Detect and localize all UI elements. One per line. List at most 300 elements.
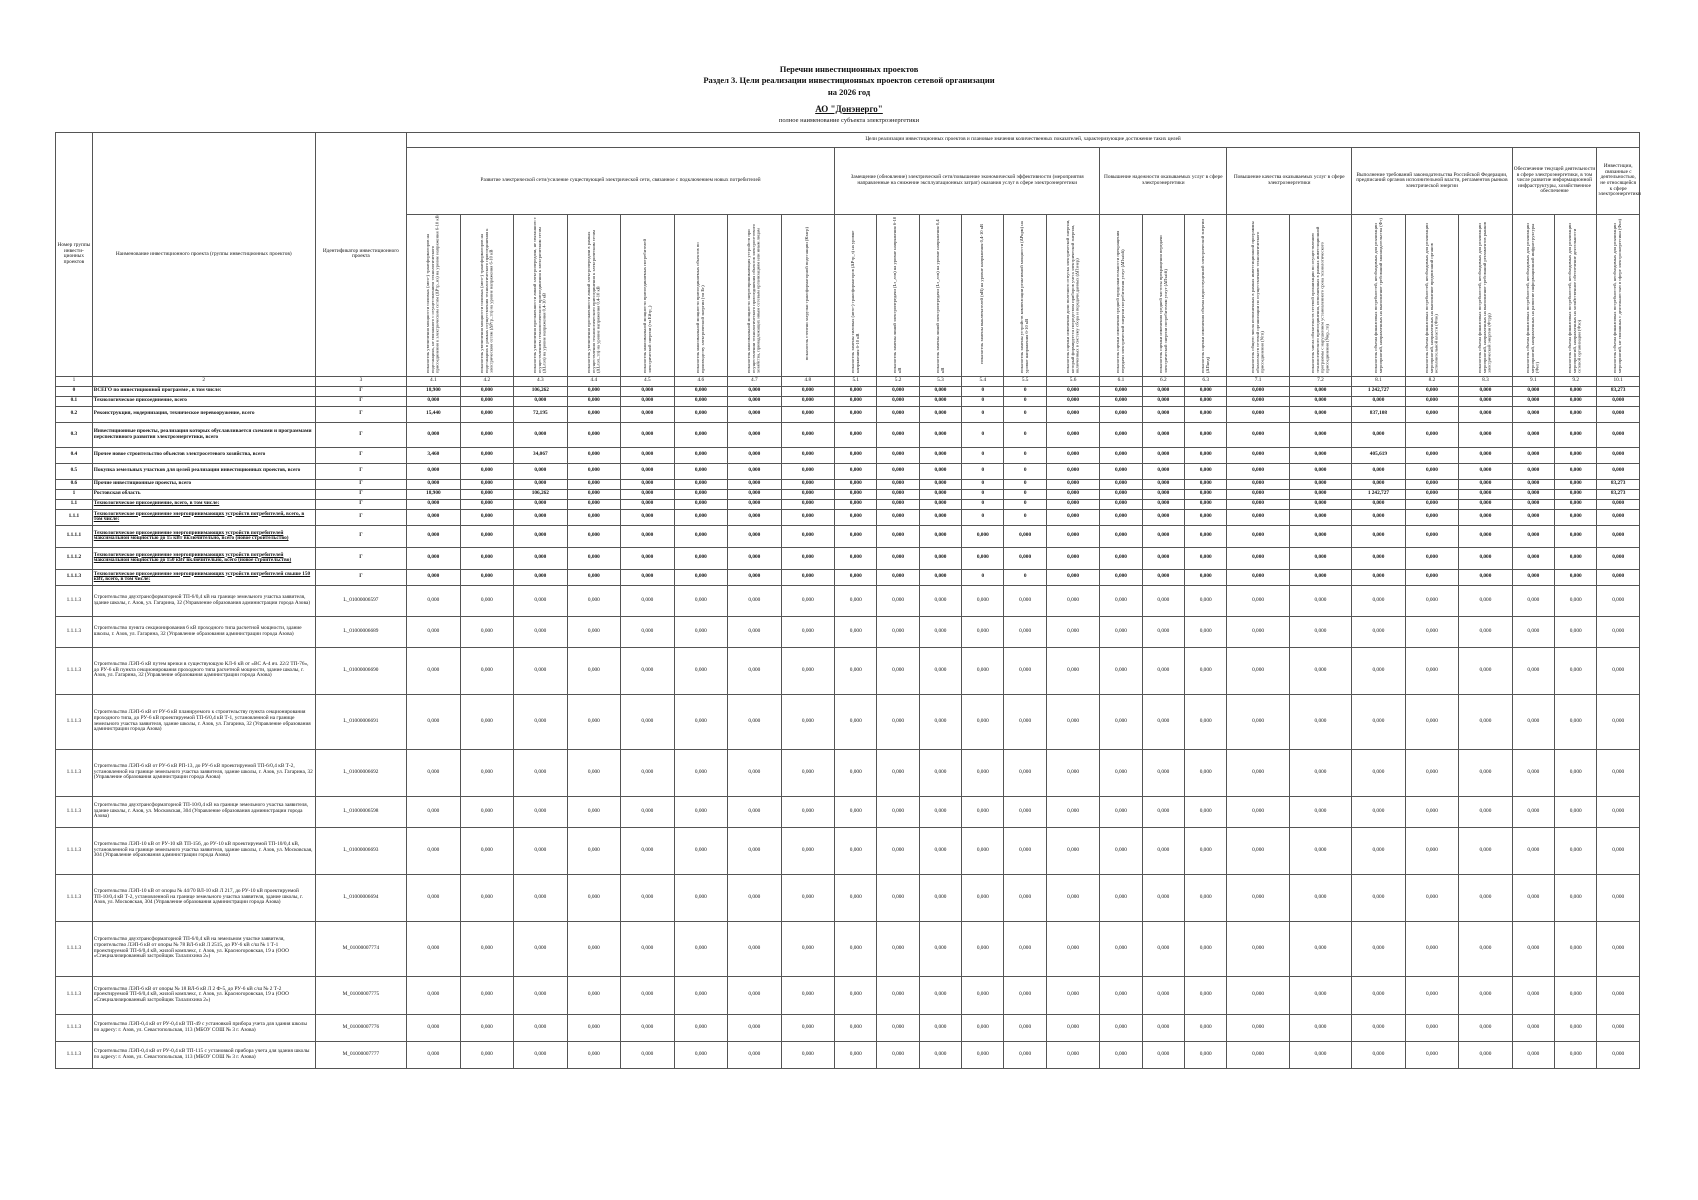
row-value: 0,000: [1555, 694, 1597, 749]
row-value: 0,000: [514, 499, 568, 509]
row-value: 0,000: [728, 509, 782, 525]
row-value: 0,000: [962, 547, 1004, 569]
row-value: 0,000: [1289, 616, 1351, 647]
indicator-header-text: показатель увеличения мощности силовых (авто-) трансформаторов на подстанциях, не связанного с осуществлением технологического присоединения к электрическим сетям (ΔPтр_нз) на уровне напряжения 6-10 кВ: [425, 215, 440, 373]
row-value: 0,000: [1227, 749, 1289, 796]
row-value: 0,000: [1142, 489, 1184, 499]
row-value: 0,000: [1555, 499, 1597, 509]
row-value: 0,000: [835, 489, 877, 499]
row-value: 0,000: [460, 489, 514, 499]
row-value: 0,000: [1227, 463, 1289, 479]
row-value: 0,000: [1352, 1014, 1406, 1041]
table-row: [56, 874, 1640, 921]
row-value: 0,000: [1555, 827, 1597, 874]
row-value: 0,000: [1185, 976, 1227, 1014]
row-number: 0.4: [56, 447, 93, 463]
row-value: 0,000: [962, 616, 1004, 647]
row-value: 0,000: [835, 616, 877, 647]
table-row: [56, 1014, 1640, 1041]
indicator-header: [674, 215, 728, 377]
row-value: 0,000: [567, 509, 621, 525]
col-header-id: Идентификатор инвестиционного проекта: [315, 133, 406, 377]
col-header-name: Наименование инвестиционного проекта (группы инвестиционных проектов): [92, 133, 315, 377]
row-value: 0,000: [1405, 499, 1459, 509]
row-value: 0,000: [962, 525, 1004, 547]
summary-row: [56, 525, 1640, 547]
row-value: 0,000: [1289, 585, 1351, 616]
row-value: 0,000: [674, 422, 728, 447]
row-value: 0,000: [919, 479, 961, 489]
row-value: 0,000: [1185, 569, 1227, 585]
row-value: 0,000: [1046, 616, 1100, 647]
row-value: 0,000: [1555, 647, 1597, 694]
row-value: 0,000: [407, 647, 461, 694]
row-value: 0,000: [1100, 585, 1142, 616]
row-value: 0,000: [877, 827, 919, 874]
row-value: 0,000: [407, 547, 461, 569]
row-name: Строительство ЛЭП-10 кВ от РУ-10 кВ ТП-156, до РУ-10 кВ проектируемой ТП-10/0,4 кВ, установленной на границе земельного участка заявителя, здание школы, г. Азов, ул. Московская, 304 (Управление образования администрации города Азова): [92, 827, 315, 874]
row-value: 0,000: [1512, 921, 1554, 976]
row-value: 0,000: [567, 796, 621, 827]
row-value: 0,000: [1512, 447, 1554, 463]
row-value: 0,000: [567, 874, 621, 921]
row-value: 0,000: [1100, 463, 1142, 479]
row-value: 0,000: [1185, 386, 1227, 396]
row-value: 0,000: [1459, 509, 1513, 525]
row-value: 0,000: [962, 694, 1004, 749]
row-value: 0,000: [1289, 749, 1351, 796]
row-value: 18,900: [407, 489, 461, 499]
row-value: 0,000: [1512, 422, 1554, 447]
row-value: 0,000: [781, 447, 835, 463]
row-value: 0,000: [567, 386, 621, 396]
row-value: 0,000: [1004, 921, 1046, 976]
row-value: 0,000: [835, 396, 877, 406]
row-value: 0,000: [621, 422, 675, 447]
row-value: 0,000: [1555, 489, 1597, 499]
row-value: 0,000: [1185, 447, 1227, 463]
row-value: 0,000: [621, 1014, 675, 1041]
row-id: M_01000007774: [315, 921, 406, 976]
row-value: 0,000: [728, 749, 782, 796]
row-name: Строительство двухтрансформаторной ТП-6/0,4 кВ на границе земельного участка заявителя, здание школы, г. Азов, ул. Гагарина, 32 (Управление образования администрации города Азова): [92, 585, 315, 616]
row-value: 0,000: [567, 525, 621, 547]
indicator-header-text: показатель оценки изменения средней продолжительности прекращения передачи электрической энергии потребителям услуг (ΔПsaidi): [1115, 230, 1125, 373]
column-number: 5.6: [1046, 376, 1100, 386]
row-value: 0,000: [1227, 694, 1289, 749]
row-value: 0,000: [1004, 585, 1046, 616]
indicator-header-text: показатель замены устройств компенсации реактивной мощности (ΔPкрм) на уровне напряжения 6-10 кВ: [1019, 221, 1030, 373]
row-id: Г: [315, 447, 406, 463]
row-value: 0,000: [1100, 1014, 1142, 1041]
row-value: 0,000: [621, 827, 675, 874]
summary-row: [56, 422, 1640, 447]
row-value: 0,000: [728, 489, 782, 499]
row-value: 0,000: [1459, 874, 1513, 921]
row-value: 0,000: [1046, 479, 1100, 489]
row-value: 405,619: [1352, 447, 1406, 463]
row-value: 0,000: [460, 796, 514, 827]
doc-title: Перечни инвестиционных проектов: [779, 64, 919, 74]
row-value: 0,000: [407, 479, 461, 489]
row-value: 0,000: [1597, 447, 1640, 463]
row-value: 0,000: [1289, 396, 1351, 406]
row-value: 0,000: [514, 1041, 568, 1068]
row-value: 0,000: [1142, 479, 1184, 489]
row-value: 0: [962, 422, 1004, 447]
row-value: 0,000: [919, 647, 961, 694]
indicator-header: [1142, 215, 1184, 377]
row-value: 0,000: [1100, 547, 1142, 569]
row-value: 0,000: [1142, 499, 1184, 509]
indicator-header: [1004, 215, 1046, 377]
row-value: 0,000: [1004, 1014, 1046, 1041]
row-value: 0,000: [1289, 422, 1351, 447]
row-name: Строительство двухтрансформаторной ТП-10/0,4 кВ на границе земельного участка заявителя, здание школы, г. Азов, ул. Московская, 304 (Управление образования администрации города Азова): [92, 796, 315, 827]
row-value: 0,000: [1405, 827, 1459, 874]
row-value: 0,000: [919, 976, 961, 1014]
row-value: 0,000: [1100, 499, 1142, 509]
row-value: 0,000: [728, 647, 782, 694]
indicator-header-text: показатель оценки изменения объема недоотпущенной электрической энергии (ΔПнед): [1199, 219, 1210, 373]
row-value: 0,000: [567, 569, 621, 585]
row-value: 0,000: [962, 976, 1004, 1014]
group-header-non-energy: Инвестиции, связанные с деятельностью, не относящейся к сфере электроэнергетики: [1597, 148, 1640, 215]
row-name: Инвестиционные проекты, реализация которых обуславливается схемами и программами перспективного развития электроэнергетики, всего: [92, 422, 315, 447]
row-value: 0,000: [1459, 422, 1513, 447]
row-value: 0,000: [728, 422, 782, 447]
indicator-header: [1597, 215, 1640, 377]
row-value: 0,000: [621, 499, 675, 509]
indicator-header-text: показатель увеличения протяженности линий электропередачи в рамках осуществления технологического присоединения к электрическим сетям (ΔLлэп_тп) на уровне напряжения 0,4-10 кВ: [585, 230, 601, 373]
row-value: 0,000: [1555, 976, 1597, 1014]
row-value: 0,000: [962, 921, 1004, 976]
row-value: 0,000: [1459, 749, 1513, 796]
row-value: 0,000: [835, 499, 877, 509]
row-value: 0,000: [1597, 921, 1640, 976]
row-value: 0,000: [1185, 921, 1227, 976]
table-row: [56, 616, 1640, 647]
row-number: 1.1.1: [56, 509, 93, 525]
row-value: 0,000: [919, 796, 961, 827]
row-value: 0,000: [1512, 479, 1554, 489]
row-value: 0,000: [962, 796, 1004, 827]
row-value: 0,000: [567, 422, 621, 447]
row-id: Г: [315, 489, 406, 499]
row-value: 0,000: [621, 976, 675, 1014]
row-value: 0,000: [1512, 1041, 1554, 1068]
row-value: 106,262: [514, 489, 568, 499]
indicator-header-text: показатель замены линий электропередачи (Lз_лэп) на уровне напряжения 0,4 кВ: [934, 219, 945, 373]
row-value: 0,000: [1100, 694, 1142, 749]
row-value: 0,000: [728, 1041, 782, 1068]
row-value: 0,000: [460, 976, 514, 1014]
row-id: L_01000006690: [315, 647, 406, 694]
row-value: 0,000: [1142, 509, 1184, 525]
row-value: 0,000: [1405, 616, 1459, 647]
row-value: 0,000: [1185, 509, 1227, 525]
row-value: 0,000: [1185, 796, 1227, 827]
row-value: 0,000: [1597, 647, 1640, 694]
row-value: 0,000: [514, 616, 568, 647]
row-value: 0,000: [514, 976, 568, 1014]
row-value: 0,000: [674, 749, 728, 796]
row-value: 0,000: [407, 525, 461, 547]
indicator-header: [621, 215, 675, 377]
row-value: 0: [962, 499, 1004, 509]
row-value: 0,000: [781, 547, 835, 569]
row-value: 0,000: [460, 1041, 514, 1068]
table-row: [56, 694, 1640, 749]
row-value: 0,000: [781, 499, 835, 509]
row-value: 0,000: [567, 976, 621, 1014]
row-value: 0,000: [1405, 874, 1459, 921]
row-value: 0,000: [877, 585, 919, 616]
row-value: 0,000: [1046, 569, 1100, 585]
row-value: 0,000: [1046, 499, 1100, 509]
row-value: 0,000: [1405, 509, 1459, 525]
row-value: 0,000: [1597, 463, 1640, 479]
row-id: L_01000006691: [315, 694, 406, 749]
row-value: 0,000: [835, 827, 877, 874]
row-name: Строительство двухтрансформаторной ТП-6/0,4 кВ на земельном участке заявителя, строительство ЛЭП-6 кВ от опоры № 78 ВЛ-6 кВ Л 2515, до РУ-6 кВ с/ш № 1 Т-1 проектируемой ТП-6/0,4 кВ, жилой комплекс, г. Азов, ул. Красногоровская, 19 а (ООО «Специализированный застройщик Талалихина 2»): [92, 921, 315, 976]
row-value: 0,000: [835, 874, 877, 921]
row-value: 0,000: [877, 479, 919, 489]
row-value: 72,195: [514, 406, 568, 422]
row-value: 0,000: [674, 406, 728, 422]
row-value: 0,000: [877, 406, 919, 422]
row-value: 0,000: [877, 749, 919, 796]
row-value: 0,000: [877, 569, 919, 585]
row-value: 0: [962, 489, 1004, 499]
row-value: 0,000: [1405, 489, 1459, 499]
org-caption: полное наименование субъекта электроэнергетики: [778, 117, 920, 124]
row-value: 0,000: [1555, 547, 1597, 569]
row-id: L_01000006694: [315, 874, 406, 921]
row-value: 0,000: [1185, 585, 1227, 616]
row-value: 0,000: [1555, 447, 1597, 463]
row-value: 0,000: [567, 396, 621, 406]
row-value: 0,000: [962, 827, 1004, 874]
row-value: 0,000: [1597, 874, 1640, 921]
row-value: 0,000: [728, 827, 782, 874]
row-value: 0,000: [621, 525, 675, 547]
row-value: 0,000: [1405, 406, 1459, 422]
column-number: 5.4: [962, 376, 1004, 386]
indicator-header-text: показатель увеличения мощности силовых (авто-) трансформаторов на подстанциях в рамках осуществления технологического присоединения к электрическим сетям (ΔPтр_тп) на уровне напряжения 6-10 кВ: [478, 228, 494, 373]
group-header-operations: Обеспечение текущей деятельности в сфере электроэнергетики, в том числе развитие информационной инфраструктуры, хозяйственное обеспечение: [1512, 148, 1597, 215]
row-value: 0,000: [877, 874, 919, 921]
row-value: 0,000: [567, 463, 621, 479]
row-number: 1: [56, 489, 93, 499]
row-value: 0,000: [1512, 585, 1554, 616]
row-value: 0,000: [1046, 1041, 1100, 1068]
row-value: 0,000: [1142, 547, 1184, 569]
row-value: 0,000: [877, 796, 919, 827]
indicator-header-text: показатель увеличения протяженности линий электропередачи, не связанного с осуществлением технологического присоединения к электрическим сетям (ΔLлэп) на уровне напряжения 0,4-10 кВ: [532, 217, 547, 373]
row-value: 0,000: [1142, 463, 1184, 479]
row-value: 0,000: [1405, 447, 1459, 463]
row-number: 0: [56, 386, 93, 396]
group-header-reliability: Повышение надежности оказываемых услуг в сфере электроэнергетики: [1100, 148, 1227, 215]
row-value: 0,000: [674, 976, 728, 1014]
row-value: 0,000: [674, 489, 728, 499]
row-value: 0,000: [567, 647, 621, 694]
row-value: 0,000: [514, 827, 568, 874]
row-value: 0,000: [877, 386, 919, 396]
column-number: 6.2: [1142, 376, 1184, 386]
row-value: 0,000: [1100, 489, 1142, 499]
indicator-header-text: показатель объема финансовых потребностей, необходимых для реализации мероприятий, направленных на выполнение предписаний органов исполнительной власти (Фпо): [1423, 223, 1439, 373]
row-value: 0,000: [1289, 569, 1351, 585]
row-value: 0,000: [1046, 422, 1100, 447]
row-value: 0,000: [1512, 463, 1554, 479]
row-value: 0,000: [1046, 1014, 1100, 1041]
row-value: 0,000: [674, 499, 728, 509]
row-number: 1.1.1.3: [56, 616, 93, 647]
row-value: 0,000: [1555, 386, 1597, 396]
row-value: 0,000: [674, 447, 728, 463]
row-number: 1.1.1.3: [56, 874, 93, 921]
row-name: Строительство ЛЭП-6 кВ путем врезки в существующую КЛ-6 кВ от «ВС А-4 яч. 22/2 ТП-76», до РУ-6 кВ пункта секционирования проходного типа расчетной мощности, здание школы, г. Азов, ул. Гагарина, 32 (Управление образования администрации города Азова): [92, 647, 315, 694]
row-value: 0,000: [674, 585, 728, 616]
row-name: Технологическое присоединение энергопринимающих устройств потребителей максимальной мощностью до 15 кВт включительно, всего (новое строительство): [92, 525, 315, 547]
indicator-header: [728, 215, 782, 377]
row-id: Г: [315, 396, 406, 406]
row-value: 0,000: [728, 525, 782, 547]
row-value: 0,000: [1459, 396, 1513, 406]
row-value: 0,000: [877, 499, 919, 509]
row-value: 0,000: [1352, 463, 1406, 479]
row-value: 0,000: [877, 509, 919, 525]
row-value: 0,000: [460, 921, 514, 976]
row-value: 0,000: [621, 396, 675, 406]
indicator-header: [1227, 215, 1289, 377]
row-value: 0,000: [877, 1041, 919, 1068]
row-value: 0,000: [1352, 499, 1406, 509]
row-value: 0,000: [1185, 547, 1227, 569]
indicator-header-text: показатель максимальной мощности присоединяемых потребителей электрической энергии (тм Ейтр_): [641, 239, 652, 373]
row-value: 0,000: [1227, 396, 1289, 406]
row-value: 0,000: [674, 616, 728, 647]
row-value: 0,000: [1227, 827, 1289, 874]
row-value: 0,000: [1100, 749, 1142, 796]
row-value: 0,000: [1046, 749, 1100, 796]
row-name: Строительство ЛЭП-6 кВ от РУ-6 кВ РП-13, до РУ-6 кВ проектируемой ТП-6/0,4 кВ Т-2, установленной на границе земельного участка заявителя, здание школы, г. Азов, ул. Гагарина, 32 (Управление образования администрации города Азова): [92, 749, 315, 796]
row-value: 0,000: [781, 796, 835, 827]
row-value: 0,000: [460, 447, 514, 463]
row-value: 0,000: [460, 406, 514, 422]
summary-row: [56, 386, 1640, 396]
row-number: 1.1.1.3: [56, 796, 93, 827]
row-value: 0,000: [1185, 463, 1227, 479]
row-value: 0,000: [877, 463, 919, 479]
row-value: 0,000: [1227, 406, 1289, 422]
row-number: 1.1.1.3: [56, 1014, 93, 1041]
row-value: 0,000: [1142, 616, 1184, 647]
row-value: 0,000: [781, 616, 835, 647]
row-value: 0,000: [1405, 1014, 1459, 1041]
row-value: 0,000: [781, 509, 835, 525]
doc-section-title: Раздел 3. Цели реализации инвестиционных проектов сетевой организации: [703, 75, 995, 85]
row-id: Г: [315, 479, 406, 489]
row-value: 0,000: [1142, 569, 1184, 585]
row-value: 0,000: [1459, 547, 1513, 569]
row-value: 0,000: [1512, 525, 1554, 547]
row-value: 0,000: [919, 509, 961, 525]
row-name: Строительство ЛЭП-0,4 кВ от РУ-0,4 кВ ТП-49 с установкой прибора учета для здания школы по адресу: г. Азов, ул. Севастопольская, 113 (МБОУ СОШ № 3 г. Азова): [92, 1014, 315, 1041]
row-value: 0,000: [1597, 569, 1640, 585]
column-number: 7.1: [1227, 376, 1289, 386]
row-number: 1.1.1.3: [56, 694, 93, 749]
row-value: 0,000: [1597, 616, 1640, 647]
row-value: 0,000: [1289, 509, 1351, 525]
row-value: 0,000: [407, 499, 461, 509]
row-value: 0,000: [1227, 1014, 1289, 1041]
row-value: 0,000: [1142, 796, 1184, 827]
row-value: 0,000: [1405, 647, 1459, 694]
row-value: 0,000: [407, 463, 461, 479]
row-value: 0,000: [919, 569, 961, 585]
column-number: 5.5: [1004, 376, 1046, 386]
row-value: 0,000: [1100, 647, 1142, 694]
summary-row: [56, 509, 1640, 525]
row-value: 0,000: [407, 874, 461, 921]
row-value: 0,000: [781, 525, 835, 547]
row-value: 0,000: [1046, 386, 1100, 396]
row-value: 0,000: [962, 585, 1004, 616]
row-value: 0,000: [1352, 1041, 1406, 1068]
row-value: 0,000: [1289, 489, 1351, 499]
indicator-header: [407, 215, 461, 377]
row-value: 0,000: [407, 694, 461, 749]
column-number: 4.6: [674, 376, 728, 386]
row-id: M_01000007777: [315, 1041, 406, 1068]
row-value: 0,000: [1185, 827, 1227, 874]
row-name: Строительство ЛЭП-0,4 кВ от РУ-0,4 кВ ТП-115 с установкой прибора учета для здания школы по адресу: г. Азов, ул. Севастопольская, 113 (МБОУ СОШ № 3 г. Азова): [92, 1041, 315, 1068]
column-number: 4.1: [407, 376, 461, 386]
row-value: 0,000: [1142, 694, 1184, 749]
row-value: 0,000: [621, 921, 675, 976]
row-value: 0,000: [1597, 396, 1640, 406]
row-id: Г: [315, 422, 406, 447]
summary-row: [56, 499, 1640, 509]
table-row: [56, 827, 1640, 874]
row-value: 0,000: [621, 386, 675, 396]
row-value: 0,000: [1405, 585, 1459, 616]
row-value: 0,000: [621, 1041, 675, 1068]
row-value: 0,000: [1459, 386, 1513, 396]
row-value: 0,000: [728, 921, 782, 976]
column-number: 4.5: [621, 376, 675, 386]
row-value: 0,000: [1046, 489, 1100, 499]
row-value: 0,000: [781, 827, 835, 874]
indicator-header: [567, 215, 621, 377]
row-value: 0,000: [621, 406, 675, 422]
row-value: 0,000: [919, 386, 961, 396]
row-value: 0,000: [919, 749, 961, 796]
row-value: 0,000: [407, 921, 461, 976]
row-value: 0,000: [621, 796, 675, 827]
row-value: 0,000: [1597, 547, 1640, 569]
row-value: 0,000: [1459, 447, 1513, 463]
row-name: Технологическое присоединение энергопринимающих устройств потребителей свыше 150 кВт, всего, в том числе:: [92, 569, 315, 585]
row-value: 0,000: [1405, 479, 1459, 489]
row-value: 0,000: [781, 463, 835, 479]
row-value: 0,000: [460, 827, 514, 874]
column-number: 5.3: [919, 376, 961, 386]
row-number: 0.2: [56, 406, 93, 422]
